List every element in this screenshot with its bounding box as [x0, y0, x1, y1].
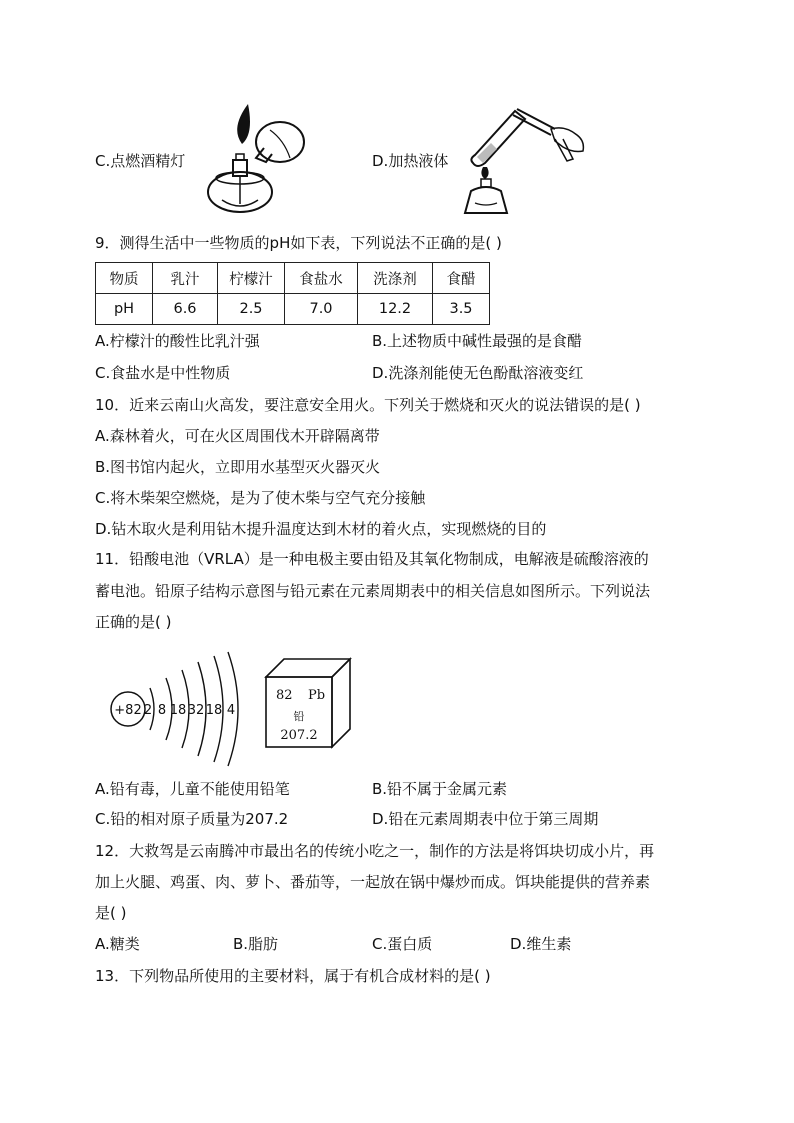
- element-name: 铅: [293, 710, 305, 723]
- q12-option-c: C.蛋白质: [372, 935, 433, 953]
- table-cell: 6.6: [153, 294, 218, 325]
- q9-option-c: C.食盐水是中性物质: [95, 364, 231, 382]
- atom-shell-label: 8: [157, 703, 167, 718]
- table-cell: 3.5: [433, 294, 490, 325]
- ph-table-value-row: [96, 294, 490, 325]
- q8-option-d: D.加热液体: [372, 152, 449, 170]
- atom-shell-label: 18: [169, 703, 187, 718]
- q12-option-b: B.脂肪: [233, 935, 279, 953]
- q11-option-c: C.铅的相对原子质量为207.2: [95, 810, 289, 828]
- q12-stem-line-3: 是( ): [95, 904, 127, 922]
- table-cell: 食盐水: [285, 263, 358, 294]
- q10-option-d: D.钻木取火是利用钻木提升温度达到木材的着火点，实现燃烧的目的: [95, 520, 547, 538]
- element-symbol: Pb: [308, 688, 326, 703]
- q10-option-c: C.将木柴架空燃烧，是为了使木柴与空气充分接触: [95, 489, 426, 507]
- table-cell: pH: [96, 294, 153, 325]
- heating-liquid-illustration: [455, 95, 595, 220]
- q10-option-a: A.森林着火，可在火区周围伐木开辟隔离带: [95, 427, 380, 445]
- q11-stem-line-2: 蓄电池。铅原子结构示意图与铅元素在元素周期表中的相关信息如图所示。下列说法: [95, 582, 651, 600]
- element-atomic-number: 82: [276, 688, 293, 703]
- q11-stem-line-1: 11．铅酸电池（VRLA）是一种电极主要由铅及其氧化物制成，电解液是硫酸溶液的: [95, 550, 649, 568]
- q11-option-d: D.铅在元素周期表中位于第三周期: [372, 810, 599, 828]
- q10-stem: 10．近来云南山火高发，要注意安全用火。下列关于燃烧和灭火的说法错误的是( ): [95, 396, 641, 414]
- q9-stem: 9．测得生活中一些物质的pH如下表，下列说法不正确的是( ): [95, 234, 502, 252]
- periodic-table-element-cube: [262, 655, 354, 749]
- table-cell: 柠檬汁: [218, 263, 285, 294]
- table-cell: 食醋: [433, 263, 490, 294]
- q12-option-d: D.维生素: [510, 935, 572, 953]
- q12-stem-line-1: 12．大救驾是云南腾冲市最出名的传统小吃之一，制作的方法是将饵块切成小片，再: [95, 842, 655, 860]
- q13-stem: 13．下列物品所使用的主要材料，属于有机合成材料的是( ): [95, 967, 491, 985]
- q10-option-b: B.图书馆内起火，立即用水基型灭火器灭火: [95, 458, 381, 476]
- atom-shell-label: 2: [143, 703, 153, 718]
- atom-nucleus-label: +82: [114, 703, 142, 718]
- table-cell: 2.5: [218, 294, 285, 325]
- atom-shell-label: 4: [226, 703, 236, 718]
- element-atomic-mass: 207.2: [280, 728, 318, 743]
- q11-option-b: B.铅不属于金属元素: [372, 780, 508, 798]
- lead-atom-structure-diagram: [100, 648, 250, 768]
- table-cell: 乳汁: [153, 263, 218, 294]
- table-cell: 12.2: [358, 294, 433, 325]
- alcohol-lamp-lighting-illustration: [200, 100, 320, 220]
- q8-option-c: C.点燃酒精灯: [95, 152, 186, 170]
- atom-shell-label: 18: [205, 703, 223, 718]
- q11-option-a: A.铅有毒，儿童不能使用铅笔: [95, 780, 290, 798]
- q9-option-b: B.上述物质中碱性最强的是食醋: [372, 332, 583, 350]
- table-cell: 洗涤剂: [358, 263, 433, 294]
- ph-table: [95, 262, 490, 325]
- q11-stem-line-3: 正确的是( ): [95, 613, 172, 631]
- q12-stem-line-2: 加上火腿、鸡蛋、肉、萝卜、番茄等，一起放在锅中爆炒而成。饵块能提供的营养素: [95, 873, 651, 891]
- q9-option-d: D.洗涤剂能使无色酚酞溶液变红: [372, 364, 584, 382]
- table-cell: 物质: [96, 263, 153, 294]
- table-cell: 7.0: [285, 294, 358, 325]
- q9-option-a: A.柠檬汁的酸性比乳汁强: [95, 332, 260, 350]
- q12-option-a: A.糖类: [95, 935, 140, 953]
- atom-shell-label: 32: [187, 703, 205, 718]
- ph-table-header-row: [96, 263, 490, 294]
